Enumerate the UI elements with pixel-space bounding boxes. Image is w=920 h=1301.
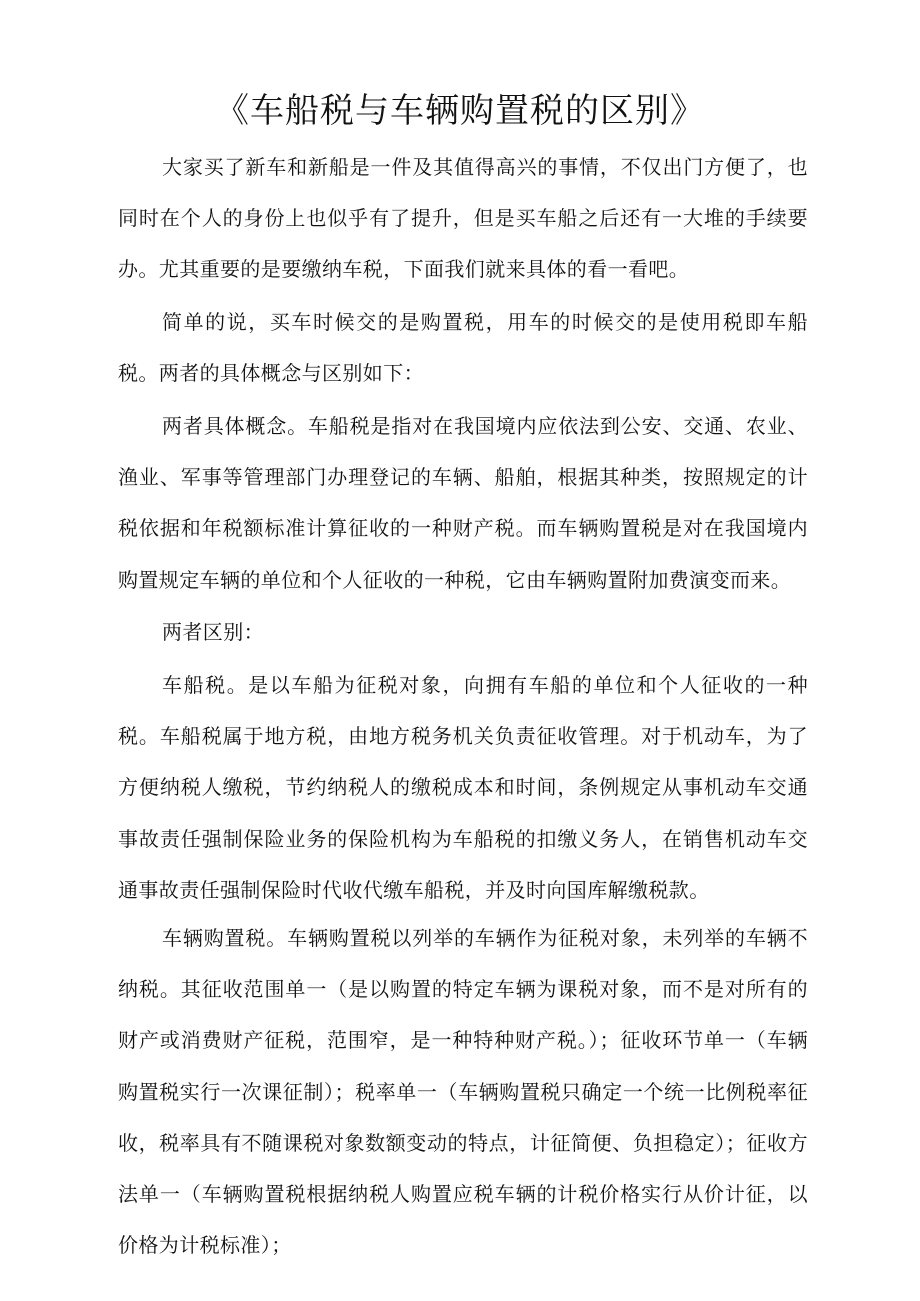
document-title: 《车船税与车辆购置税的区别》 [215, 91, 705, 131]
paragraph-intro: 大家买了新车和新船是一件及其值得高兴的事情，不仅出门方便了，也同时在个人的身份上也似乎有了提升，但是买车船之后还有一大堆的手续要办。尤其重要的是要缴纳车税，下面我们就来具体的看一看吧。 [118, 155, 808, 282]
paragraph-summary: 简单的说，买车时候交的是购置税，用车的时候交的是使用税即车船税。两者的具体概念与区别如下： [118, 310, 808, 386]
paragraph-concepts: 两者具体概念。车船税是指对在我国境内应依法到公安、交通、农业、渔业、军事等管理部门办理登记的车辆、船舶，根据其种类，按照规定的计税依据和年税额标准计算征收的一种财产税。而车辆购置税是对在我国境内购置规定车辆的单位和个人征收的一种税，它由车辆购置附加费演变而来。 [118, 414, 808, 592]
paragraph-differences-heading: 两者区别： [162, 620, 264, 644]
paragraph-vehicle-vessel-tax: 车船税。是以车船为征税对象，向拥有车船的单位和个人征收的一种税。车船税属于地方税，由地方税务机关负责征收管理。对于机动车，为了方便纳税人缴税，节约纳税人的缴税成本和时间，条例规定从事机动车交通事故责任强制保险业务的保险机构为车船税的扣缴义务人，在销售机动车交通事故责任强制保险时代收代缴车船税，并及时向国库解缴税款。 [118, 673, 808, 902]
paragraph-vehicle-purchase-tax: 车辆购置税。车辆购置税以列举的车辆作为征税对象，未列举的车辆不纳税。其征收范围单一（是以购置的特定车辆为课税对象，而不是对所有的财产或消费财产征税，范围窄，是一种特种财产税。）；征收环节单一（车辆购置税实行一次课征制）；税率单一（车辆购置税只确定一个统一比例税率征收，税率具有不随课税对象数额变动的特点，计征简便、负担稳定）；征收方法单一（车辆购置税根据纳税人购置应税车辆的计税价格实行从价计征，以价格为计税标准）； [118, 926, 808, 1258]
